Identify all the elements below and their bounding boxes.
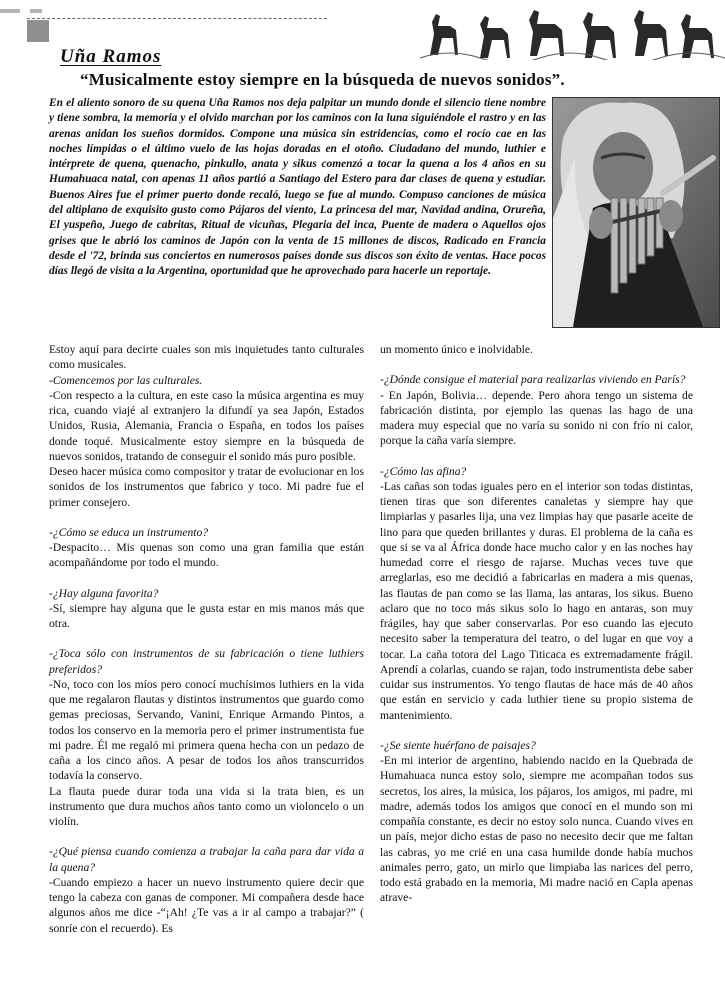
question: -¿Cómo se educa un instrumento? [49,525,209,539]
answer-paragraph: -No, toco con los míos pero conocí muchísimos luthiers en la vida que me regalaron flautas y distintos instrumentos que guardo como gemas preciosas, Servando, Vanini, Enrique Armando Pintos, a todos los conservo en la memoria pero el primer instrumentista fue mi padre. Él me regaló mi primera quena hecha con un pedazo de caña a los cinco años. A pesar de todos los años transcurridos todavía la conservo. [49,677,364,783]
answer-paragraph: -Con respecto a la cultura, en este caso la música argentina es muy rica, cuando viajé al extranjero la difundí ya sea Japón, Estados Unidos, Rusia, Alemania, Francia o España, en todos los países donde toqué. Musicalmente estoy siempre en la búsqueda de nuevos sonidos, tratando de conseguir el sonido más puro posible. [49,388,364,463]
answer-paragraph: Estoy aquí para decirte cuales son mis inquietudes tanto culturales como musicales. [49,343,364,372]
left-column [49,342,364,936]
header-bar-segment [0,9,20,13]
article-intro: En el aliento sonoro de su quena Uña Ramos nos deja palpitar un mundo donde el silencio tiene nombre y tiene sombra, la memoria y el olvido marchan por los caminos con la luna siguiéndole el rastro y en las arenas anidan los sueños dormidos. Compone una música sin estridencias, como el rocío cae en las noches límpidas o el último vuelo de las hojas doradas en el otoño. Ciudadano del mundo, luthier e intérprete de quena, quenacho, pinkullo, anata y sikus comenzó a tocar la quena a los 4 años en su Humahuaca natal, con apenas 11 años partió a Santiago del Estero para dar clases de quena y estudiar. Buenos Aires fue el primer puerto donde recaló, luego se fue al mundo. Compuso canciones de música del altiplano de exquisito gusto como Pájaros del viento, La princesa del mar, Navidad andina, Orureña, El yuspeño, Juego de cabritas, Ritual de vicuñas, Plegaria del inca, Puente de madera o Aquellos ojos grises que le abrió los caminos de Japón con la venta de 15 millones de discos, Radicado en Francia desde el '72, brinda sus conciertos en numerosos países donde sus discos son éxito de ventas. Hace pocos días llegó de visita a la Argentina, oportunidad que he aprovechado para hacerle un reportaje. [49,97,546,278]
question: -¿Hay alguna favorita? [49,586,159,600]
question: -¿Toca sólo con instrumentos de su fabricación o tiene luthiers preferidos? [49,647,364,676]
article-subtitle-quote: “Musicalmente estoy siempre en la búsqueda de nuevos sonidos”. [80,70,565,89]
answer-paragraph: -Sí, siempre hay alguna que le gusta estar en mis manos más que otra. [49,601,364,630]
answer-paragraph: un momento único e inolvidable. [380,343,533,356]
answer-paragraph: -Cuando empiezo a hacer un nuevo instrumento quiere decir que tengo la cabeza con ganas de componer. Mi compañera desde hace algunos años me dice -“¡Ah! ¿Te vas a ir al campo a trabajar?” ( sonríe con el recuerdo). Es [49,875,364,935]
question: -Comencemos por las culturales. [49,373,203,387]
musician-playing-panpipes-icon [553,98,719,327]
right-column [380,342,693,906]
question: -¿Dónde consigue el material para realizarlas viviendo en París? [380,373,686,387]
answer-paragraph: -Las cañas son todas iguales pero en el interior son todas distintas, tienen tiras que son diferentes canaletas y siempre hay que limpiarlas y pasarles lija, una vez limpias hay que pasarle aceite de lino para que queden brillantes y duras. El problema de la caña es que si se va al África donde hace mucho calor y en las noches hay humedad corre el riesgo de rajarse. Muchas veces tuve que arreglarlas, eso me decidió a fabricarlas en madera a mis quenas, las flautas de pan como se las llama, las antaras, los sikus. Bueno aclaro que no toco más sikus solo lo hago en antaras, son muy frágiles, hay que saber conservarlas. Por eso cuando las ejecuto necesito saber la temperatura del teatro, o del lugar en que voy a tocar. La caña totora del Lago Titicaca es extremadamente frágil. Aprendí a colarlas, cuando se rajan, todo instrumentista debe saber cuidar sus instrumentos. Yo tengo flautas de hace más de 40 años que están en servicio y cada luthier tiene su propio sistema de mantenimiento. [380,479,693,722]
llama-herd-illustration-icon [410,0,725,60]
section-marker-square [27,20,49,42]
header-dotted-rule [27,18,327,19]
answer-paragraph: -En mi interior de argentino, habiendo nacido en la Quebrada de Humahuaca nunca estoy solo, siempre me acompañan todos sus secretos, los aires, la música, los pájaros, los amigos, mi padre, mi madre, además todos los amigos que conocí en el mundo son mi compañía constante, es decir no estoy solo nunca. Cuando vives en un país, mejor dicho estas de paso no necesito decir que me faltan las cabras, yo me crié en una casa humilde donde había muchos animales perro, gato, un mirlo que limpiaba las narices del perro, todo está grabado en la memoria, Mi madre nació en Capla apenas atrave- [380,754,693,905]
header-bar-segment [30,9,42,13]
article-title: Uña Ramos [60,46,162,67]
answer-paragraph: - En Japón, Bolivia… depende. Pero ahora tengo un sistema de fabricación distinta, por ejemplo las quenas las hago de una madera muy especial que no varía su sonido ni con frío ni calor, porque la caña varía siempre. [380,388,693,448]
answer-paragraph: Deseo hacer música como compositor y tratar de evolucionar en los sonidos de los instrumentos que fabrico y toco. Mi padre fue el primer consejero. [49,465,364,509]
musician-photo [552,97,720,328]
answer-paragraph: -Despacito… Mis quenas son como una gran familia que están acompañándome por todo el mundo. [49,541,364,570]
question: -¿Cómo las afina? [380,464,467,478]
answer-paragraph: La flauta puede durar toda una vida si la trata bien, es un instrumento que dura muchos años tanto como un violoncelo o un violín. [49,784,364,828]
question: -¿Qué piensa cuando comienza a trabajar la caña para dar vida a la quena? [49,845,364,874]
question: -¿Se siente huérfano de paisajes? [380,738,536,752]
